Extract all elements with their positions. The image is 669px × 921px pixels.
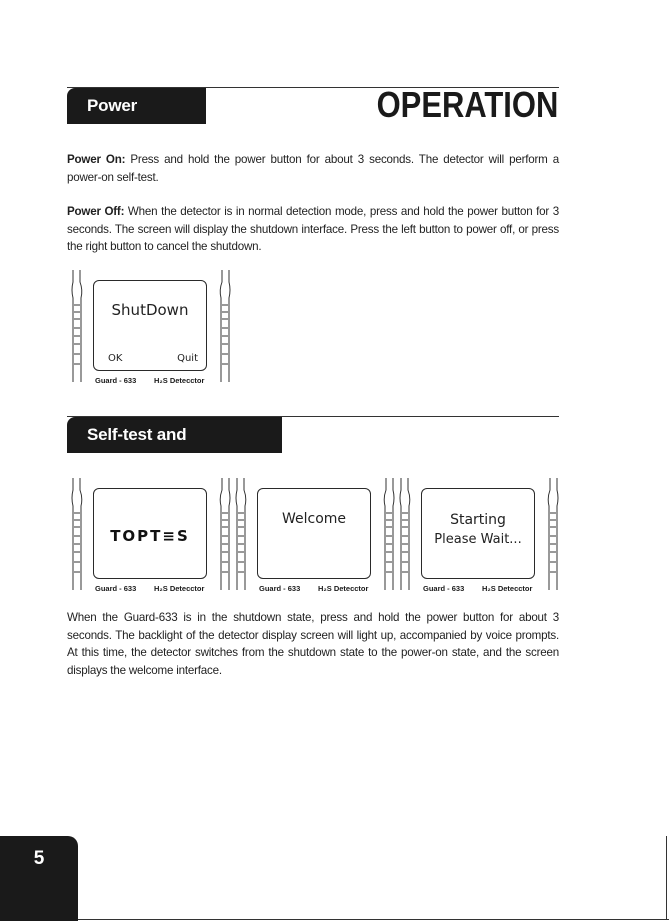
starting-text: Starting — [450, 512, 506, 528]
device-model-label: Guard - 633 — [259, 584, 301, 593]
device-illustration-welcome — [233, 478, 397, 598]
device-illustration-shutdown — [69, 270, 233, 390]
device-name-label: H₂S Detecctor — [154, 376, 205, 385]
device-name-label: H₂S Detecctor — [318, 584, 369, 593]
device-screen — [93, 488, 207, 579]
quit-option: Quit — [177, 353, 198, 364]
footer-divider — [78, 919, 669, 920]
page-title: OPERATION — [376, 84, 558, 125]
device-model-label: Guard - 633 — [95, 376, 137, 385]
page-number-tab — [0, 836, 78, 921]
section-tab-power: Power On/Off — [67, 88, 206, 124]
power-off-label: Power Off: — [67, 205, 125, 218]
shutdown-title: ShutDown — [111, 301, 189, 319]
power-on-label: Power On: — [67, 153, 126, 166]
page-number: 5 — [33, 848, 45, 869]
device-model-label: Guard - 633 — [423, 584, 465, 593]
please-wait-text: Please Wait... — [434, 532, 522, 547]
power-on-paragraph — [67, 151, 559, 186]
device-name-label: H₂S Detecctor — [154, 584, 205, 593]
power-on-text: Press and hold the power button for about 3 seconds. The detector will perform a power-on self-test. — [67, 153, 559, 184]
section-tab-selftest: Self-test and Preheating — [67, 417, 282, 453]
toptes-logo: TOPT≡S — [110, 527, 190, 545]
self-test-description: When the Guard-633 is in the shutdown state, press and hold the power button for about 3 seconds. The backlight of the detector display screen will light up, accompanied by voice prompts. At this time, the detector switches from the shutdown state to the power-on state, and the screen displays the welcome interface. — [67, 611, 559, 677]
device-illustration-logo — [69, 478, 233, 598]
device-model-label: Guard - 633 — [95, 584, 137, 593]
device-name-label: H₂S Detecctor — [482, 584, 533, 593]
ok-option: OK — [108, 353, 123, 364]
footer-edge-line — [666, 836, 667, 920]
device-screen — [93, 280, 207, 371]
device-screen — [257, 488, 371, 579]
power-off-text: When the detector is in normal detection mode, press and hold the power button for 3 seconds. The screen will display the shutdown interface. Press the left button to power off, or press the right button to cancel the shutdown. — [67, 205, 559, 253]
device-screen — [421, 488, 535, 579]
device-illustration-starting — [397, 478, 561, 598]
power-off-paragraph — [67, 203, 559, 256]
welcome-text: Welcome — [281, 511, 347, 527]
